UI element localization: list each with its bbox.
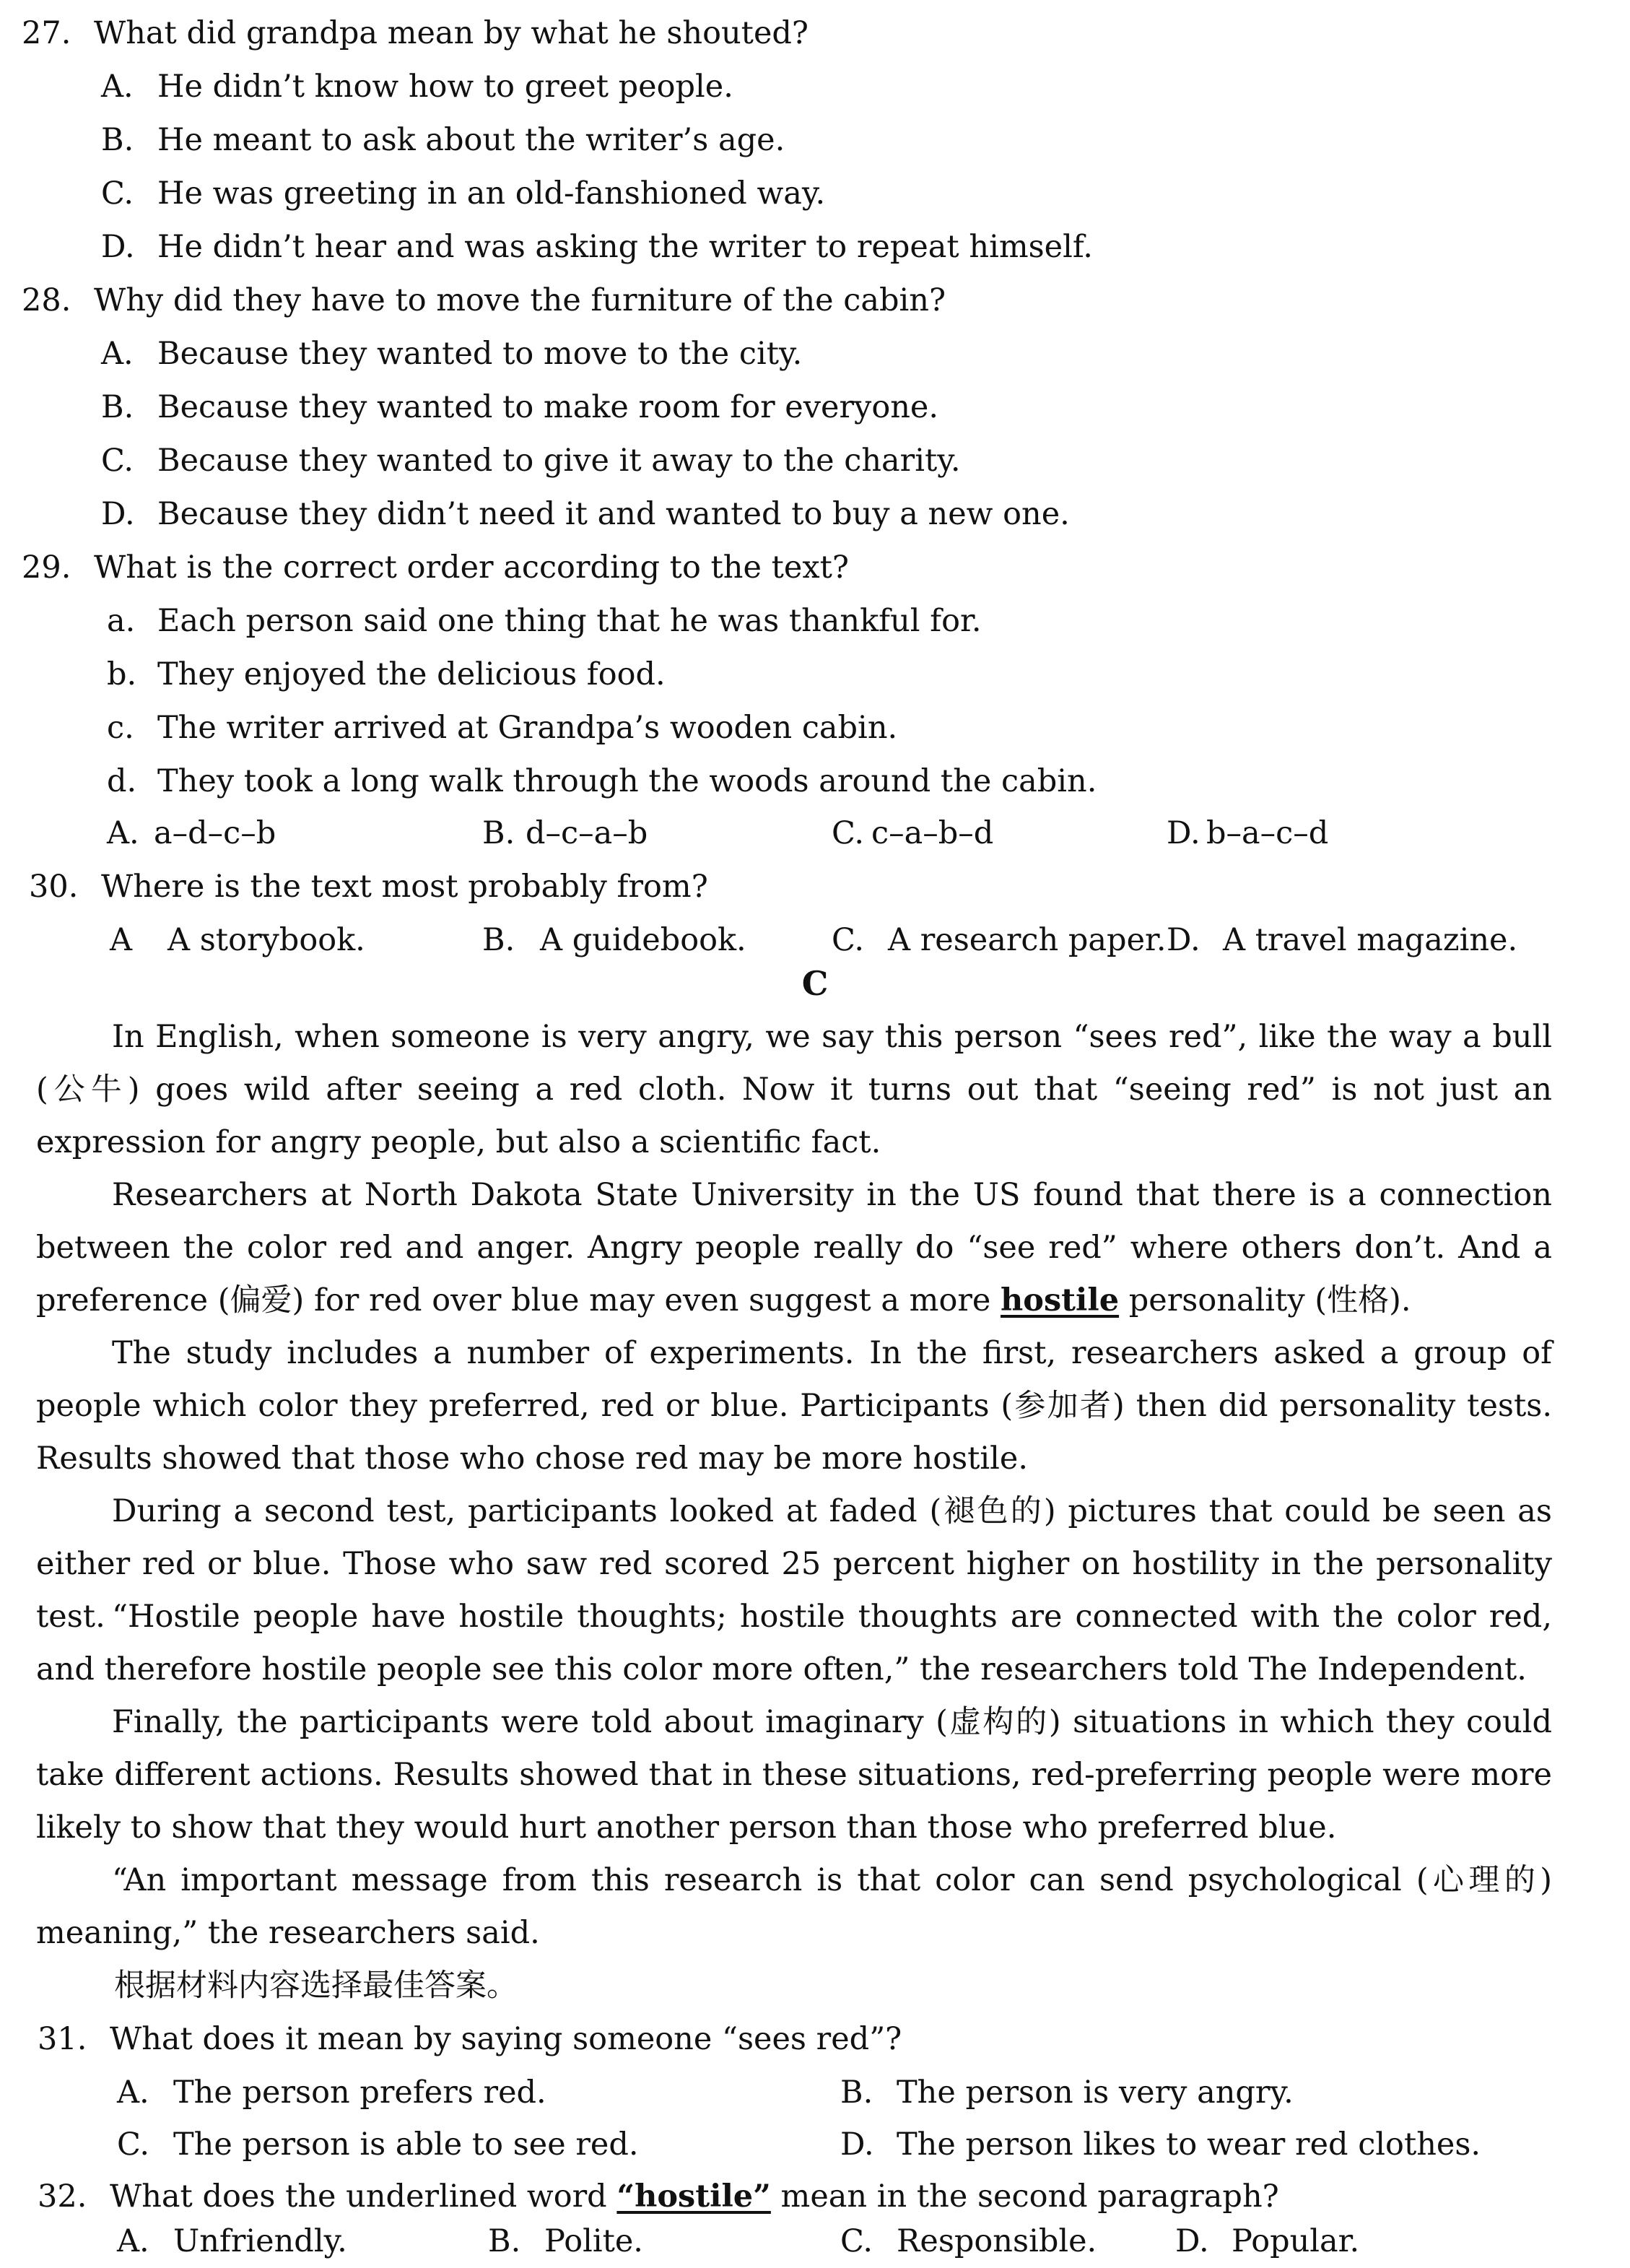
option-31-d: D. The person likes to wear red clothes. — [840, 2126, 1481, 2163]
option-27-a: A. He didn’t know how to greet people. — [101, 69, 733, 105]
option-32-c: C. Responsible. — [840, 2223, 1097, 2259]
question-text: What did grandpa mean by what he shouted? — [94, 15, 809, 51]
option-30-b: B. A guidebook. — [482, 922, 746, 958]
option-29-b: B. d–c–a–b — [482, 815, 648, 851]
option-30-c: C. A research paper. — [832, 922, 1167, 958]
option-29-a: A. a–d–c–b — [107, 815, 276, 851]
question-number: 28. — [22, 282, 71, 318]
option-27-b: B. He meant to ask about the writer’s age. — [101, 122, 785, 158]
passage-paragraph-6: Finally, the participants were told about imaginary (虚构的) situations in which they could take different actions. Results showed that in these situations, red-preferring people were more likely to show that they would hurt another person than those who preferred blue. — [36, 1704, 1552, 1846]
passage-paragraph-2: Researchers at North Dakota State University in the US found that there is a connection between the color red and anger. Angry people really do “see red” where others don’t. And a preference (偏爱) for red over blue may even suggest a more hostile personality (性格). — [36, 1177, 1552, 1318]
passage-paragraph-4: During a second test, participants looked at faded (褪色的) pictures that could be seen as either red or blue. Those who saw red scored 25 percent higher on hostility in the personality test. — [36, 1493, 1552, 1635]
order-item-a: a. Each person said one thing that he was thankful for. — [107, 603, 982, 639]
order-item-d: d. They took a long walk through the woods around the cabin. — [107, 763, 1097, 799]
passage-paragraph-5: “Hostile people have hostile thoughts; hostile thoughts are connected with the color red, and therefore hostile people see this color more often,” the researchers told The Independent. — [36, 1599, 1552, 1687]
option-27-d: D. He didn’t hear and was asking the writer to repeat himself. — [101, 229, 1093, 265]
section-title: C — [801, 964, 829, 1003]
question-number: 31. — [38, 2021, 87, 2057]
option-31-c: C. The person is able to see red. — [117, 2126, 639, 2163]
option-32-d: D. Popular. — [1175, 2223, 1360, 2259]
option-28-c: C. Because they wanted to give it away to the charity. — [101, 443, 961, 479]
question-text: What does it mean by saying someone “sees red”? — [110, 2021, 902, 2057]
option-31-b: B. The person is very angry. — [840, 2074, 1294, 2111]
question-30 — [29, 861, 708, 913]
question-number: 30. — [29, 869, 79, 905]
question-text: Why did they have to move the furniture of the cabin? — [94, 282, 946, 318]
option-32-b: B. Polite. — [488, 2223, 643, 2259]
question-31 — [38, 2013, 902, 2066]
option-29-d: D. b–a–c–d — [1167, 815, 1329, 851]
question-32: 32. What does the underlined word “hostile” mean in the second paragraph? — [38, 2171, 1279, 2223]
passage-paragraph-3: The study includes a number of experiments. In the first, researchers asked a group of people which color they preferred, red or blue. Participants (参加者) then did personality tests. Results showed that those who chose red may be more hostile. — [36, 1335, 1552, 1477]
passage-paragraph-7: “An important message from this research is that color can send psychological (心理的) meaning,” the researchers said. — [36, 1862, 1552, 1951]
option-30-a: A A storybook. — [110, 922, 365, 958]
question-number: 29. — [22, 549, 71, 586]
question-27 — [22, 7, 809, 60]
question-text: Where is the text most probably from? — [101, 869, 708, 905]
question-28 — [22, 274, 946, 327]
order-item-c: c. The writer arrived at Grandpa’s wooden cabin. — [107, 710, 898, 746]
order-item-b: b. They enjoyed the delicious food. — [107, 656, 666, 692]
question-number: 27. — [22, 15, 71, 51]
option-29-c: C. c–a–b–d — [832, 815, 994, 851]
option-28-d: D. Because they didn’t need it and wanted to buy a new one. — [101, 496, 1070, 532]
option-30-d: D. A travel magazine. — [1167, 922, 1518, 958]
underlined-word: “hostile” — [616, 2178, 771, 2215]
question-text: What is the correct order according to the text? — [94, 549, 849, 586]
option-32-a: A. Unfriendly. — [117, 2223, 347, 2259]
option-27-c: C. He was greeting in an old-fanshioned way. — [101, 175, 826, 212]
question-number: 32. — [38, 2178, 87, 2215]
underlined-word: hostile — [1001, 1282, 1120, 1318]
passage-paragraph-1: In English, when someone is very angry, we say this person “sees red”, like the way a bull (公牛) goes wild after seeing a red cloth. Now it turns out that “seeing red” is not just an expression for angry people, but also a scientific fact. — [36, 1019, 1552, 1160]
option-31-a: A. The person prefers red. — [117, 2074, 546, 2111]
option-28-b: B. Because they wanted to make room for everyone. — [101, 389, 939, 425]
instruction: 根据材料内容选择最佳答案。 — [114, 1968, 518, 2004]
option-28-a: A. Because they wanted to move to the city. — [101, 336, 803, 372]
question-29 — [22, 542, 849, 594]
